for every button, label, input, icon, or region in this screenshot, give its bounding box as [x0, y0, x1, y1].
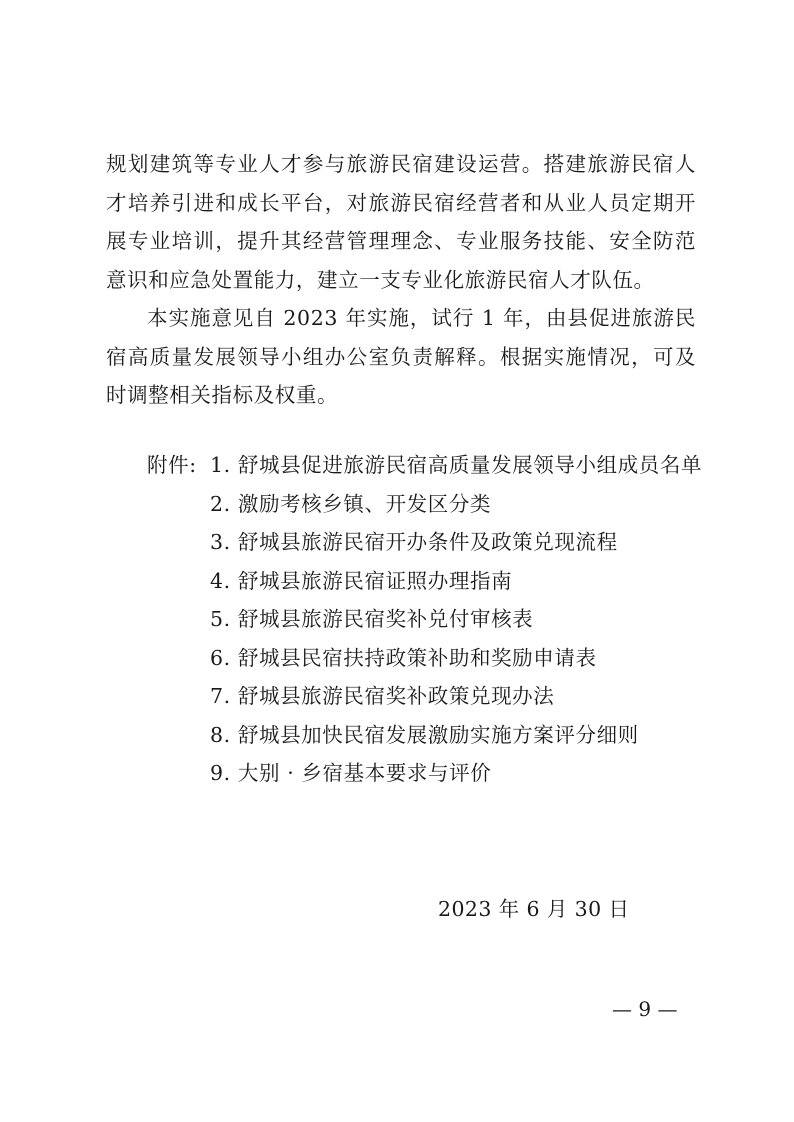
attachment-item-4: 4. 舒城县旅游民宿证照办理指南	[210, 568, 513, 593]
attachment-item-7: 7. 舒城县旅游民宿奖补政策兑现办法	[210, 684, 555, 708]
attachments-list	[210, 446, 702, 793]
attachment-item-3: 3. 舒城县旅游民宿开办条件及政策兑现流程	[210, 530, 618, 554]
body-paragraph-2: 本实施意见自 2023 年实施，试行 1 年，由县促进旅游民宿高质量发展领导小组办公室负责解释。根据实施情况，可及时调整相关指标及权重。	[106, 306, 696, 407]
attachments-label: 附件:	[147, 453, 197, 477]
attachment-item-6: 6. 舒城县民宿扶持政策补助和奖励申请表	[210, 645, 597, 670]
attachment-item-9: 9. 大别 · 乡宿基本要求与评价	[210, 761, 492, 785]
document-date: 2023 年 6 月 30 日	[438, 897, 630, 921]
body-paragraph-1: 规划建筑等专业人才参与旅游民宿建设运营。搭建旅游民宿人才培养引进和成长平台，对旅游民宿经营者和从业人员定期开展专业培训，提升其经营管理理念、专业服务技能、安全防范意识和应急处置能力，建立一支专业化旅游民宿人才队伍。	[106, 152, 696, 292]
attachment-item-2: 2. 激励考核乡镇、开发区分类	[210, 491, 492, 516]
attachment-item-8: 8. 舒城县加快民宿发展激励实施方案评分细则	[210, 722, 639, 747]
attachment-item-5: 5. 舒城县旅游民宿奖补兑付审核表	[210, 607, 534, 631]
page-number: — 9 —	[612, 997, 678, 1021]
attachment-item-1: 1. 舒城县促进旅游民宿高质量发展领导小组成员名单	[210, 453, 703, 477]
